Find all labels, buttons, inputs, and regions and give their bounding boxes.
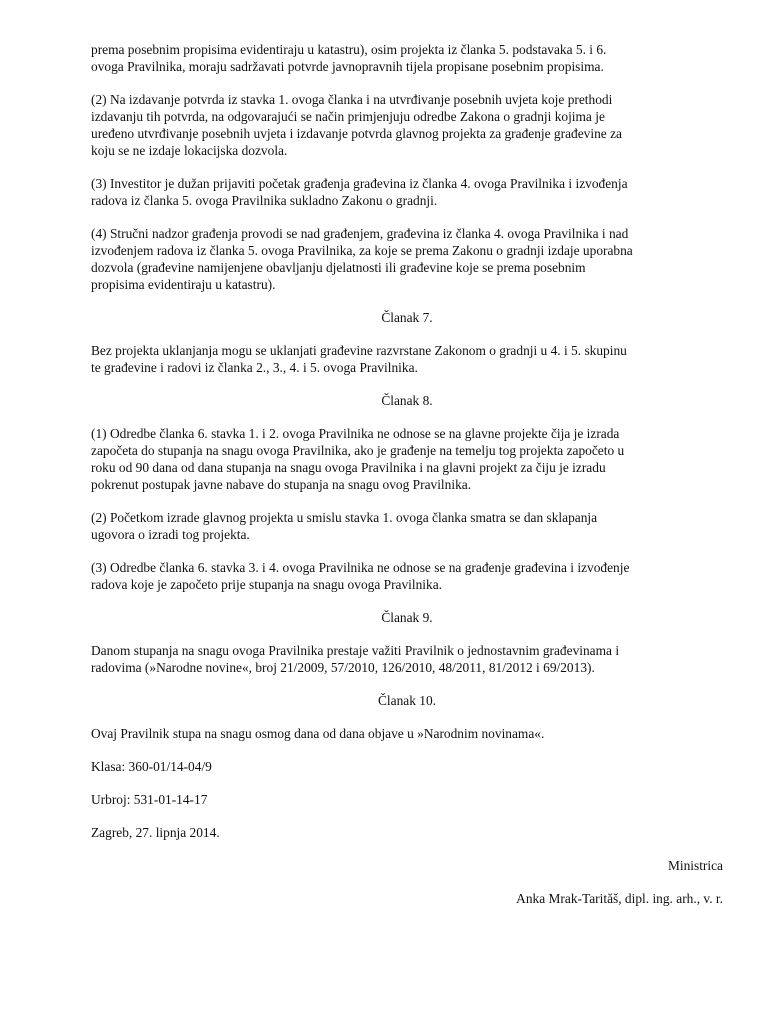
paragraph-stavak-2	[91, 91, 723, 159]
text-line: propisima evidentiraju u katastru).	[91, 277, 276, 292]
paragraph-intro	[91, 41, 723, 75]
paragraph-article-9	[91, 642, 723, 676]
paragraph-stavak-4	[91, 225, 723, 293]
paragraph-stavak-3	[91, 175, 723, 209]
text-line: radova koje je započeto prije stupanja na snagu ovoga Pravilnika.	[91, 577, 443, 592]
text-line: (3) Investitor je dužan prijaviti početak građenja građevina iz članka 4. ovoga Pravilnika i izvođenja	[91, 176, 628, 191]
klasa-line: Klasa: 360-01/14-04/9	[91, 759, 212, 774]
text-line: koju se ne izdaje lokacijska dozvola.	[91, 143, 288, 158]
text-line: radovima (»Narodne novine«, broj 21/2009, 57/2010, 126/2010, 48/2011, 81/2012 i 69/2013).	[91, 660, 595, 675]
text-line: uređeno utvrđivanje posebnih uvjeta i izdavanje potvrda glavnog projekta za građenje građevine za	[91, 126, 622, 141]
text-line: (2) Početkom izrade glavnog projekta u smislu stavka 1. ovoga članka smatra se dan sklapanja	[91, 510, 598, 525]
article-heading-8: Članak 8.	[381, 393, 433, 408]
text-line: (2) Na izdavanje potvrda iz stavka 1. ovoga članka i na utvrđivanje posebnih uvjeta koje prethodi	[91, 92, 613, 107]
signatory-title: Ministrica	[667, 858, 723, 873]
paragraph-article-8-stavak-2	[91, 509, 723, 543]
article-heading-10: Članak 10.	[377, 693, 436, 708]
text-line: (4) Stručni nadzor građenja provodi se nad građenjem, građevina iz članka 4. ovoga Pravilnika i nad	[91, 226, 629, 241]
date-place-line: Zagreb, 27. lipnja 2014.	[91, 825, 220, 840]
paragraph-article-10: Ovaj Pravilnik stupa na snagu osmog dana od dana objave u »Narodnim novinama«.	[91, 726, 545, 741]
text-line: Bez projekta uklanjanja mogu se uklanjati građevine razvrstane Zakonom o gradnji u 4. i 5. skupinu	[91, 343, 627, 358]
text-line: ugovora o izradi tog projekta.	[91, 527, 250, 542]
urbroj-line: Urbroj: 531-01-14-17	[91, 792, 208, 807]
text-line: (1) Odredbe članka 6. stavka 1. i 2. ovoga Pravilnika ne odnose se na glavne projekte čija je izrada	[91, 426, 620, 441]
text-line: započeta do stupanja na snagu ovoga Pravilnika, ako je građenje na temelju tog projekta započeto u	[91, 443, 625, 458]
paragraph-article-8-stavak-3	[91, 559, 723, 593]
article-heading-7: Članak 7.	[381, 310, 433, 325]
signatory-name: Anka Mrak-Tarităš, dipl. ing. arh., v. r.	[516, 891, 723, 906]
text-line: roku od 90 dana od dana stupanja na snagu ovoga Pravilnika i na glavni projekt za čiju je izradu	[91, 460, 606, 475]
text-line: ovoga Pravilnika, moraju sadržavati potvrde javnopravnih tijela propisane posebnim propisima.	[91, 59, 604, 74]
text-line: izvođenjem radova iz članka 5. ovoga Pravilnika, za koje se prema Zakonu o gradnji izdaje uporabna	[91, 243, 633, 258]
text-line: dozvola (građevine namijenjene obavljanju djelatnosti ili građevine koje se prema posebnim	[91, 260, 586, 275]
document-page	[91, 41, 723, 907]
text-line: (3) Odredbe članka 6. stavka 3. i 4. ovoga Pravilnika ne odnose se na građenje građevina i izvođenje	[91, 560, 630, 575]
article-heading-9: Članak 9.	[381, 610, 433, 625]
text-line: te građevine i radovi iz članka 2., 3., 4. i 5. ovoga Pravilnika.	[91, 360, 418, 375]
text-line: radova iz članka 5. ovoga Pravilnika sukladno Zakonu o gradnji.	[91, 193, 438, 208]
text-line: prema posebnim propisima evidentiraju u katastru), osim projekta iz članka 5. podstavaka 5. i 6.	[91, 42, 607, 57]
paragraph-article-7	[91, 342, 723, 376]
text-line: izdavanju tih potvrda, na odgovarajući se način primjenjuju odredbe Zakona o gradnji kojima je	[91, 109, 605, 124]
paragraph-article-8-stavak-1	[91, 425, 723, 493]
text-line: pokrenut postupak javne nabave do stupanja na snagu ovog Pravilnika.	[91, 477, 472, 492]
text-line: Danom stupanja na snagu ovoga Pravilnika prestaje važiti Pravilnik o jednostavnim građevinama i	[91, 643, 620, 658]
